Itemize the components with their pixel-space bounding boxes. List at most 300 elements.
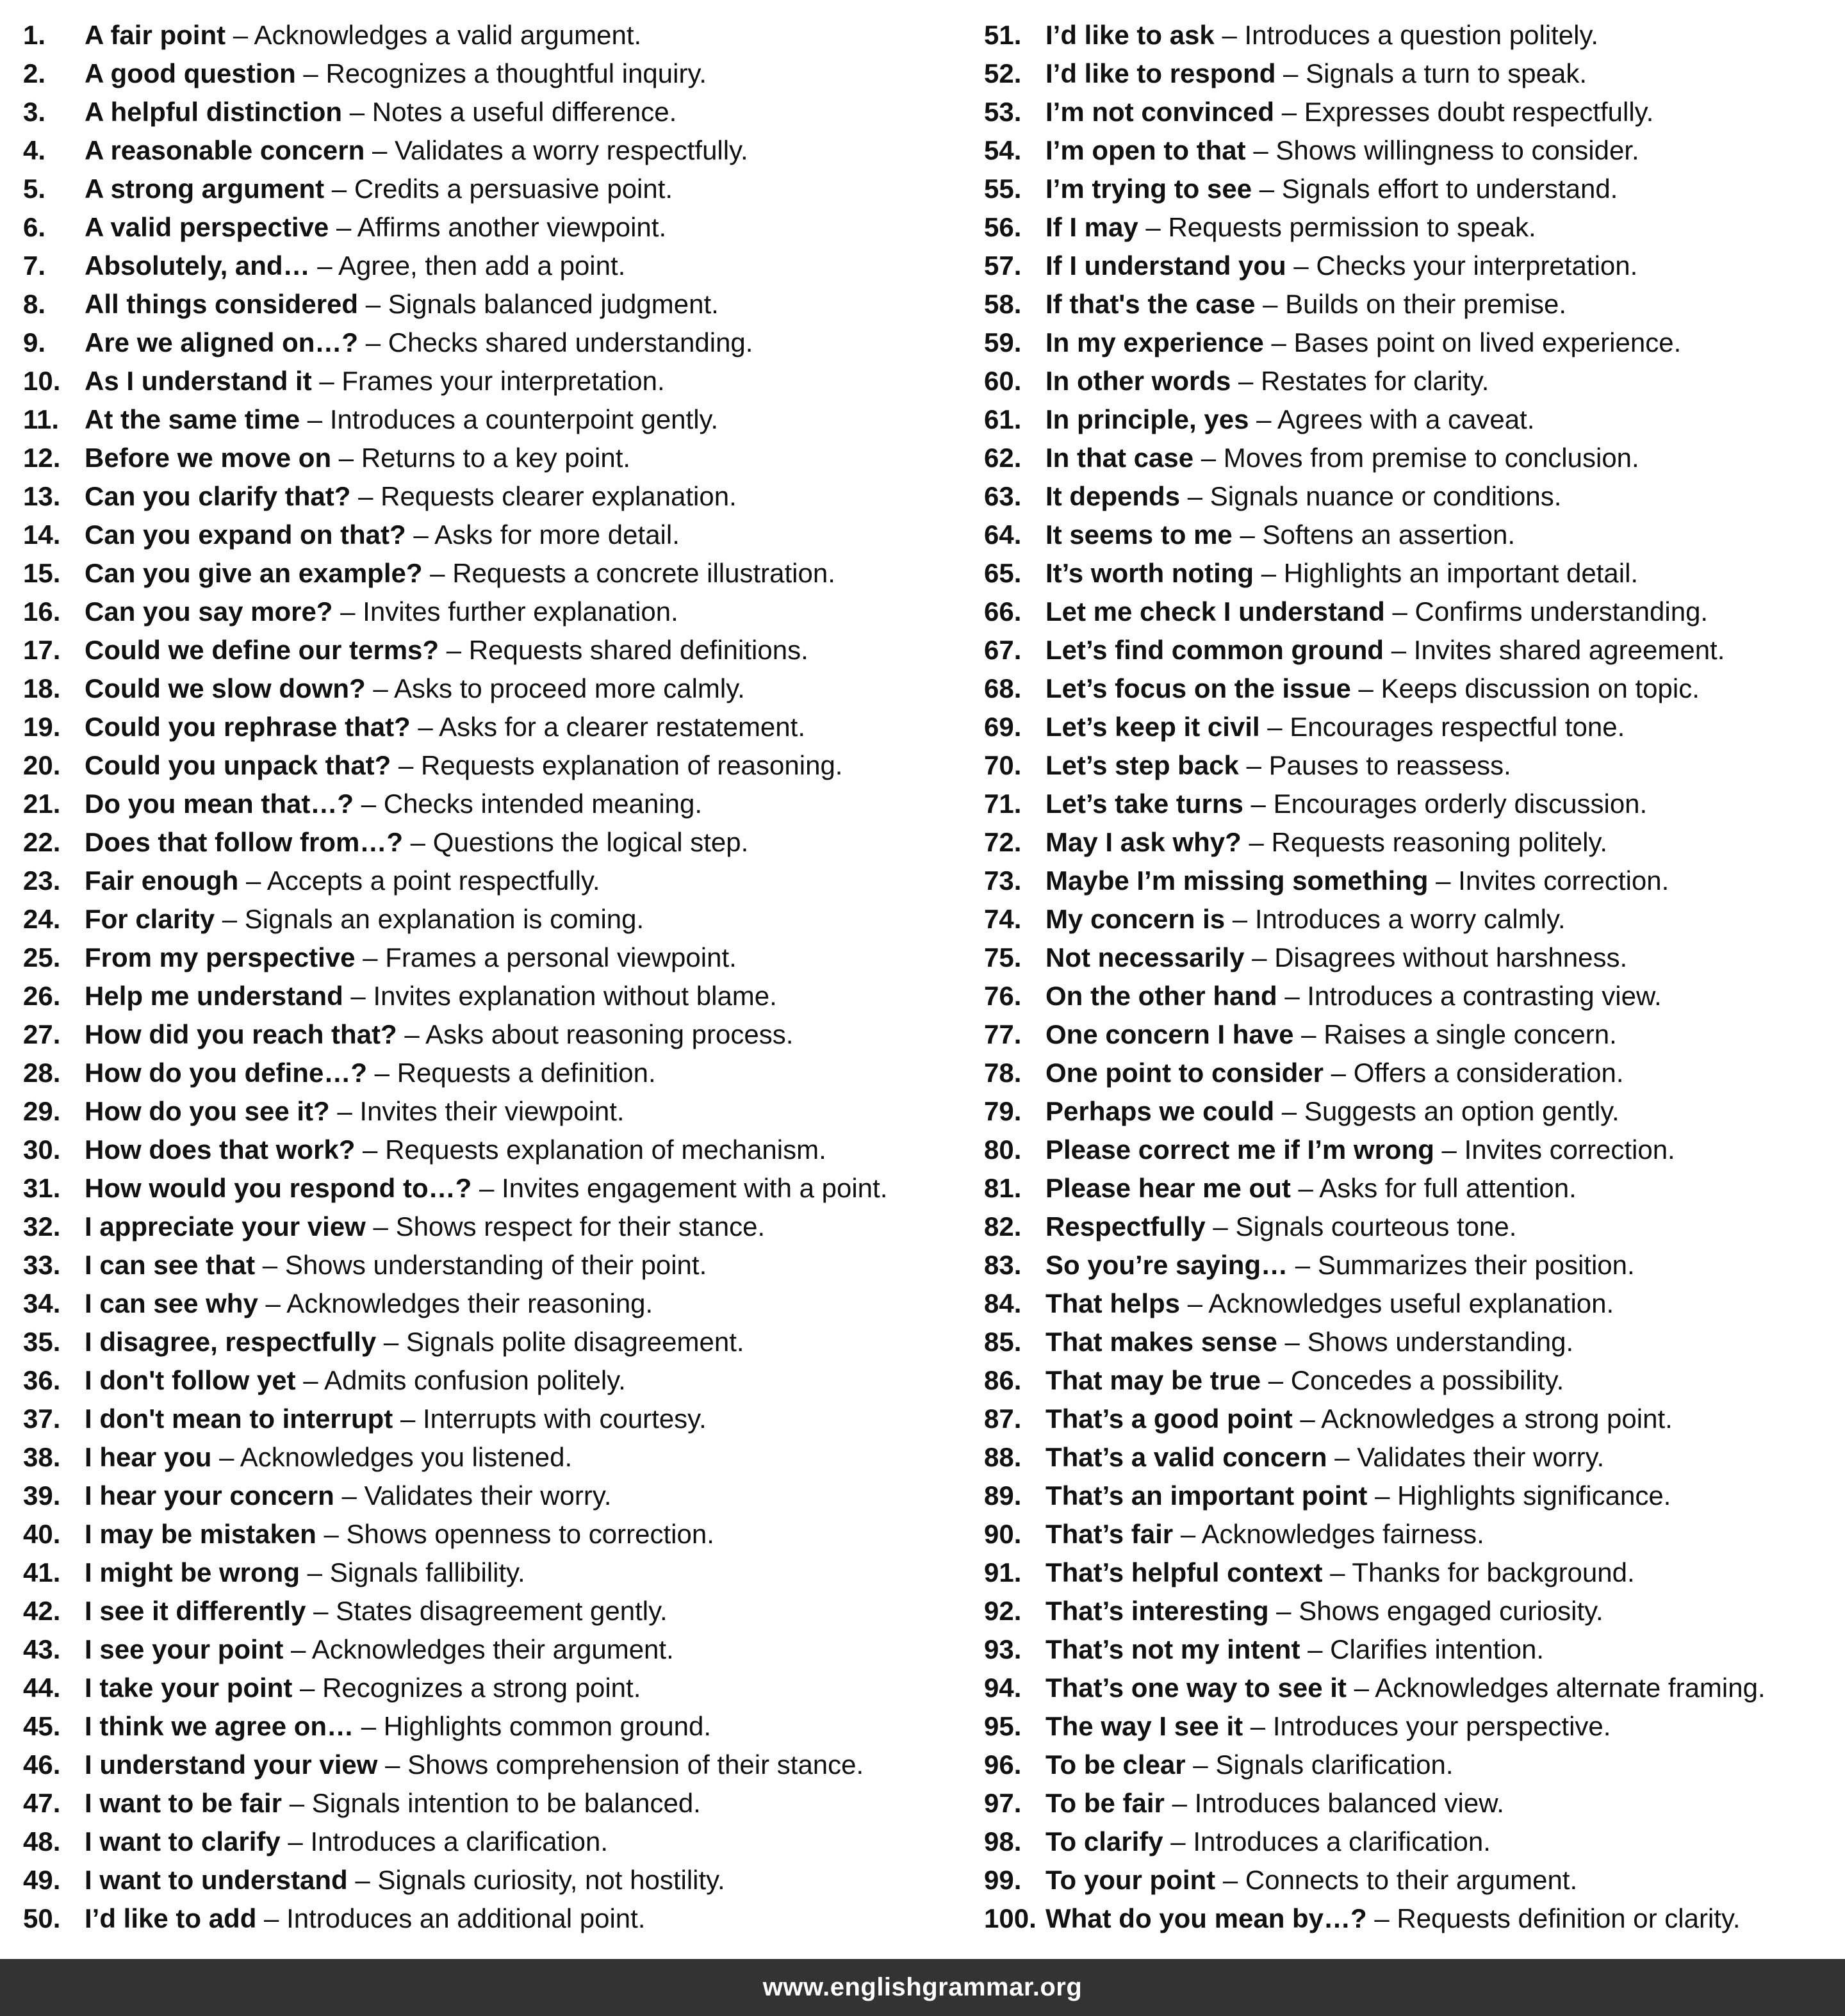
item-phrase: I’d like to respond [1046,58,1276,88]
item-separator: – [1241,827,1272,857]
item-separator: – [324,174,354,204]
item-separator: – [1274,97,1304,127]
item-body [85,1746,864,1784]
item-description: Offers a consideration. [1353,1058,1624,1088]
item-description: Invites explanation without blame. [373,981,777,1011]
item-number: 89. [984,1480,1022,1511]
item-body [1046,1707,1611,1746]
item-body [85,669,745,708]
item-number: 14. [23,520,61,550]
item-separator: – [258,1288,287,1318]
item-body [1046,516,1515,554]
item-phrase: I want to clarify [85,1826,281,1856]
item-separator: – [410,712,439,742]
item-body [1046,1592,1603,1630]
item-separator: – [1231,366,1261,396]
item-number: 23. [23,865,61,896]
item-description: Asks for a clearer restatement. [439,712,805,742]
item-description: Disagrees without harshness. [1274,942,1628,972]
item-phrase: Please correct me if I’m wrong [1046,1135,1434,1165]
item-separator: – [1193,443,1224,473]
item-description: Raises a single concern. [1324,1019,1617,1049]
footer-url: www.englishgrammar.org [762,1973,1083,2001]
item-description: Encourages orderly discussion. [1273,789,1648,819]
item-phrase: In that case [1046,443,1194,473]
item-separator: – [393,1404,423,1434]
item-body [1046,1323,1573,1361]
item-description: Shows openness to correction. [346,1519,714,1549]
item-phrase: Let’s keep it civil [1046,712,1260,742]
item-separator: – [1293,1019,1324,1049]
item-description: Checks shared understanding. [388,327,753,357]
item-separator: – [1261,1365,1291,1395]
item-number: 30. [23,1135,61,1165]
item-description: Suggests an option gently. [1304,1096,1620,1126]
item-separator: – [391,750,422,780]
item-body [85,1092,625,1131]
item-phrase: How would you respond to…? [85,1173,472,1203]
item-phrase: I want to be fair [85,1788,283,1818]
item-number: 62. [984,443,1022,473]
item-body [1046,1899,1741,1938]
item-number: 54. [984,135,1022,165]
item-number: 76. [984,981,1022,1011]
item-separator: – [358,289,388,319]
item-description: Agrees with a caveat. [1277,404,1535,434]
item-phrase: So you’re saying… [1046,1250,1288,1280]
item-separator: – [1243,1711,1273,1741]
item-number: 52. [984,58,1022,88]
item-phrase: Let’s step back [1046,750,1239,780]
item-description: Invites correction. [1458,865,1669,896]
item-body [85,938,737,977]
item-description: Concedes a possibility. [1290,1365,1564,1395]
item-description: Keeps discussion on topic. [1381,673,1700,703]
item-description: Softens an assertion. [1262,520,1516,550]
item-number: 40. [23,1519,61,1549]
item-phrase: A good question [85,58,296,88]
item-description: Requests a definition. [397,1058,656,1088]
item-phrase: Does that follow from…? [85,827,403,857]
item-number: 13. [23,481,61,511]
item-body [85,1630,674,1669]
item-phrase: That’s not my intent [1046,1634,1300,1664]
item-separator: – [1163,1826,1193,1856]
item-separator: – [1428,865,1459,896]
item-phrase: My concern is [1046,904,1226,934]
item-description: Asks to proceed more calmly. [394,673,745,703]
item-phrase: In other words [1046,366,1231,396]
item-phrase: One concern I have [1046,1019,1294,1049]
item-number: 5. [23,174,46,204]
item-separator: – [1300,1634,1331,1664]
item-separator: – [1322,1557,1352,1587]
item-number: 6. [23,212,46,242]
item-body [1046,400,1534,439]
item-body [1046,1861,1577,1899]
item-body [1046,1246,1635,1284]
item-separator: – [332,596,363,627]
item-number: 85. [984,1327,1022,1357]
item-phrase: It’s worth noting [1046,558,1254,588]
item-separator: – [365,673,395,703]
item-number: 93. [984,1634,1022,1664]
item-number: 12. [23,443,61,473]
item-description: Validates their worry. [364,1480,612,1511]
item-description: Acknowledges you listened. [240,1442,573,1472]
item-description: Validates their worry. [1357,1442,1605,1472]
item-separator: – [1350,673,1381,703]
item-description: Shows understanding of their point. [284,1250,707,1280]
item-phrase: What do you mean by…? [1046,1903,1367,1933]
item-description: Restates for clarity. [1261,366,1489,396]
item-separator: – [354,1711,384,1741]
item-phrase: A fair point [85,20,226,50]
item-number: 9. [23,327,46,357]
item-description: Acknowledges their argument. [311,1634,674,1664]
item-separator: – [1205,1211,1236,1242]
item-separator: – [1138,212,1168,242]
item-description: Signals a turn to speak. [1306,58,1587,88]
item-description: Notes a useful difference. [372,97,677,127]
item-phrase: That’s interesting [1046,1596,1269,1626]
item-description: Checks your interpretation. [1316,250,1638,281]
item-phrase: Please hear me out [1046,1173,1291,1203]
item-body [85,1323,744,1361]
item-number: 61. [984,404,1022,434]
item-phrase: As I understand it [85,366,312,396]
item-phrase: Can you say more? [85,596,333,627]
item-separator: – [238,865,267,896]
item-number: 83. [984,1250,1022,1280]
item-body [85,170,673,208]
item-number: 24. [23,904,61,934]
item-description: Accepts a point respectfully. [266,865,600,896]
item-separator: – [366,1058,397,1088]
item-description: Introduces a counterpoint gently. [329,404,719,434]
item-separator: – [1255,289,1286,319]
item-body [85,131,748,170]
item-number: 32. [23,1211,61,1242]
item-body [1046,1131,1675,1169]
item-phrase: Could we define our terms? [85,635,439,665]
item-description: Acknowledges useful explanation. [1208,1288,1614,1318]
item-body [1046,1208,1516,1246]
item-separator: – [1277,981,1308,1011]
item-body [85,900,644,938]
item-number: 67. [984,635,1022,665]
item-body [85,362,665,400]
item-separator: – [329,1096,360,1126]
item-number: 99. [984,1865,1022,1895]
item-separator: – [311,366,342,396]
item-separator: – [309,250,338,281]
item-number: 28. [23,1058,61,1088]
item-description: Confirms understanding. [1414,596,1709,627]
item-separator: – [292,1673,323,1703]
item-description: Credits a persuasive point. [354,174,673,204]
item-number: 39. [23,1480,61,1511]
item-phrase: I hear your concern [85,1480,334,1511]
item-separator: – [1367,1480,1398,1511]
item-separator: – [439,635,469,665]
item-phrase: That’s an important point [1046,1480,1368,1511]
item-separator: – [1324,1058,1354,1088]
item-number: 55. [984,174,1022,204]
item-body [85,439,630,477]
item-body [85,554,835,593]
item-body [1046,208,1536,247]
item-phrase: I see it differently [85,1596,306,1626]
item-number: 68. [984,673,1022,703]
item-body [1046,977,1662,1015]
item-description: Affirms another viewpoint. [357,212,667,242]
item-body [85,54,707,93]
item-body [85,400,718,439]
item-number: 36. [23,1365,61,1395]
item-number: 94. [984,1673,1022,1703]
item-number: 11. [23,404,60,434]
item-body [1046,938,1627,977]
item-phrase: Respectfully [1046,1211,1206,1242]
item-phrase: I’m not convinced [1046,97,1275,127]
item-body [85,1131,826,1169]
item-number: 4. [23,135,46,165]
item-phrase: Not necessarily [1046,942,1245,972]
item-separator: – [1384,635,1414,665]
item-body [85,324,753,362]
item-number: 77. [984,1019,1022,1049]
item-description: Shows comprehension of their stance. [407,1750,864,1780]
item-separator: – [1254,558,1284,588]
item-description: Shows engaged curiosity. [1299,1596,1603,1626]
item-separator: – [1290,1173,1320,1203]
item-number: 87. [984,1404,1022,1434]
item-separator: – [1366,1903,1397,1933]
item-phrase: Do you mean that…? [85,789,354,819]
item-number: 84. [984,1288,1022,1318]
item-phrase: That makes sense [1046,1327,1277,1357]
item-phrase: To your point [1046,1865,1216,1895]
item-phrase: I can see that [85,1250,256,1280]
item-separator: – [1232,520,1263,550]
item-description: Requests shared definitions. [468,635,808,665]
item-description: Moves from premise to conclusion. [1223,443,1639,473]
item-body [85,1361,626,1400]
item-number: 73. [984,865,1022,896]
item-body [85,785,702,823]
item-description: Shows willingness to consider. [1275,135,1639,165]
item-number: 63. [984,481,1022,511]
item-separator: – [1225,904,1255,934]
item-description: Invites engagement with a point. [502,1173,888,1203]
item-description: Acknowledges their reasoning. [286,1288,653,1318]
item-phrase: That’s a good point [1046,1404,1293,1434]
item-number: 86. [984,1365,1022,1395]
item-phrase: Absolutely, and… [85,250,310,281]
item-separator: – [295,58,326,88]
item-body [1046,324,1681,362]
item-number: 78. [984,1058,1022,1088]
item-body [1046,746,1511,785]
item-body [85,862,600,900]
item-phrase: That’s a valid concern [1046,1442,1327,1472]
item-description: Recognizes a thoughtful inquiry. [325,58,707,88]
item-phrase: That’s fair [1046,1519,1174,1549]
item-description: Acknowledges a valid argument. [254,20,642,50]
item-body [85,1707,711,1746]
item-separator: – [350,481,381,511]
item-number: 27. [23,1019,61,1049]
item-separator: – [1252,174,1282,204]
item-number: 19. [23,712,61,742]
item-body [1046,93,1653,131]
item-description: Asks for full attention. [1319,1173,1577,1203]
item-description: Summarizes their position. [1317,1250,1635,1280]
item-description: Admits confusion politely. [324,1365,626,1395]
item-separator: – [342,97,372,127]
item-description: Requests definition or clarity. [1397,1903,1741,1933]
item-body [1046,16,1598,54]
item-separator: – [1215,1865,1245,1895]
item-separator: – [355,1135,386,1165]
item-separator: – [1180,1288,1209,1318]
item-description: Highlights an important detail. [1283,558,1639,588]
item-separator: – [1346,1673,1375,1703]
item-phrase: For clarity [85,904,215,934]
item-phrase: If that's the case [1046,289,1256,319]
item-description: Shows respect for their stance. [395,1211,766,1242]
item-description: Returns to a key point. [361,443,631,473]
item-description: Signals curiosity, not hostility. [377,1865,725,1895]
item-number: 7. [23,250,46,281]
item-number: 69. [984,712,1022,742]
item-phrase: How do you define…? [85,1058,367,1088]
item-number: 44. [23,1673,61,1703]
item-description: Introduces a clarification. [1193,1826,1491,1856]
item-body [1046,247,1637,285]
item-phrase: Could we slow down? [85,673,366,703]
item-separator: – [376,1327,406,1357]
item-number: 34. [23,1288,61,1318]
item-description: Asks for more detail. [434,520,680,550]
item-separator: – [1243,789,1274,819]
item-separator: – [280,1826,311,1856]
item-separator: – [406,520,435,550]
item-separator: – [1434,1135,1464,1165]
item-number: 75. [984,942,1022,972]
item-body [1046,131,1639,170]
item-separator: – [1288,1250,1318,1280]
item-number: 50. [23,1903,61,1933]
item-phrase: Can you give an example? [85,558,423,588]
item-body [85,1477,611,1515]
item-body [85,477,737,516]
item-separator: – [300,404,330,434]
item-phrase: How does that work? [85,1135,356,1165]
item-body [1046,439,1639,477]
item-phrase: One point to consider [1046,1058,1324,1088]
item-number: 20. [23,750,61,780]
item-separator: – [1214,20,1245,50]
item-body [85,708,805,746]
item-body [85,631,808,669]
item-number: 79. [984,1096,1022,1126]
item-number: 42. [23,1596,61,1626]
item-description: Introduces your perspective. [1272,1711,1611,1741]
item-phrase: Perhaps we could [1046,1096,1275,1126]
item-body [1046,362,1489,400]
item-separator: – [306,1596,336,1626]
item-body [85,1054,656,1092]
item-number: 31. [23,1173,61,1203]
item-separator: – [1275,58,1306,88]
item-phrase: Let’s find common ground [1046,635,1384,665]
item-body [1046,170,1618,208]
item-description: Expresses doubt respectfully. [1304,97,1654,127]
item-number: 57. [984,250,1022,281]
item-description: Introduces a question politely. [1244,20,1599,50]
item-separator: – [329,212,357,242]
item-phrase: To be fair [1046,1788,1165,1818]
item-body [85,1823,608,1861]
item-description: Interrupts with courtesy. [423,1404,707,1434]
item-number: 18. [23,673,61,703]
item-separator: – [1244,942,1275,972]
item-number: 65. [984,558,1022,588]
item-phrase: To be clear [1046,1750,1186,1780]
item-number: 3. [23,97,46,127]
item-body [85,746,842,785]
item-number: 74. [984,904,1022,934]
item-number: 17. [23,635,61,665]
item-separator: – [1286,250,1316,281]
item-separator: – [215,904,245,934]
item-phrase: At the same time [85,404,300,434]
item-body [1046,1361,1564,1400]
item-description: Invites further explanation. [363,596,678,627]
item-separator: – [226,20,254,50]
item-number: 49. [23,1865,61,1895]
item-description: Validates a worry respectfully. [394,135,748,165]
item-phrase: All things considered [85,289,359,319]
item-separator: – [299,1557,330,1587]
item-body [85,593,678,631]
item-phrase: Could you unpack that? [85,750,391,780]
item-phrase: In principle, yes [1046,404,1249,434]
item-number: 33. [23,1250,61,1280]
item-number: 2. [23,58,46,88]
item-phrase: A helpful distinction [85,97,343,127]
item-separator: – [422,558,453,588]
item-separator: – [256,1903,287,1933]
item-phrase: I don't mean to interrupt [85,1404,393,1434]
item-separator: – [365,1211,396,1242]
item-separator: – [1292,1404,1322,1434]
item-phrase: A reasonable concern [85,135,365,165]
item-phrase: I’m open to that [1046,135,1246,165]
item-number: 41. [23,1557,61,1587]
item-number: 98. [984,1826,1022,1856]
item-phrase: Let’s take turns [1046,789,1243,819]
item-description: Recognizes a strong point. [322,1673,641,1703]
item-body [1046,1015,1617,1054]
item-separator: – [343,981,373,1011]
item-separator: – [1164,1788,1195,1818]
item-description: Invites their viewpoint. [359,1096,625,1126]
item-description: Signals courteous tone. [1235,1211,1517,1242]
item-description: States disagreement gently. [336,1596,668,1626]
